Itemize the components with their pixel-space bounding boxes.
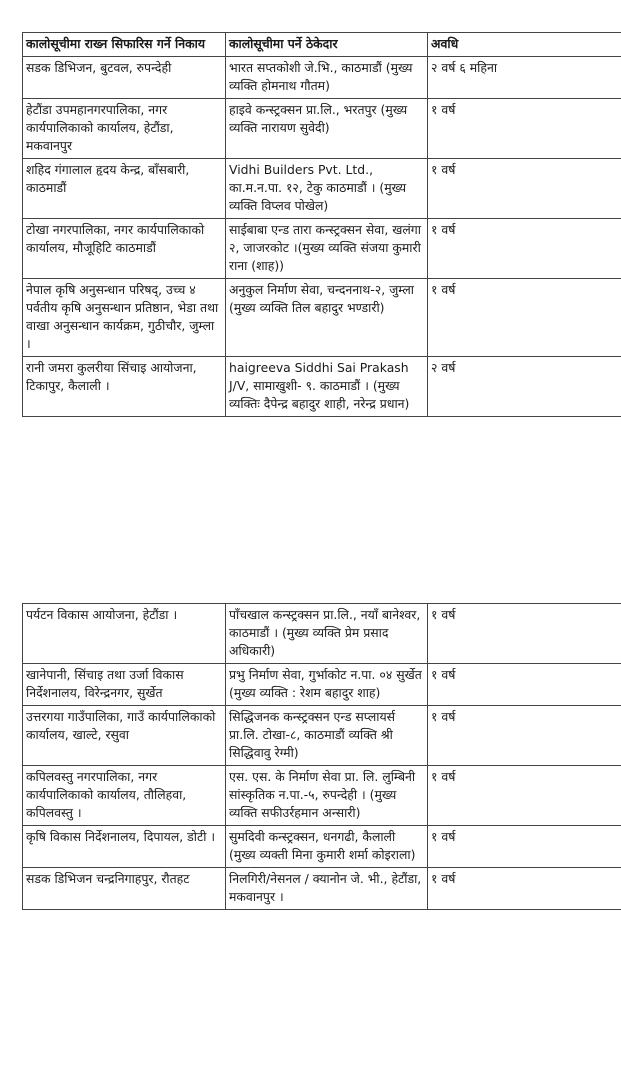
contractor-cell: सिद्धिजनक कन्स्ट्रक्सन एन्ड सप्लायर्स प्रा.लि. टोखा-८, काठमाडौं व्यक्ति श्री सिद्धिवावु रेग्मी) [226,706,428,766]
table-row [23,706,621,766]
table-row [23,766,621,826]
blacklist-table-1 [22,32,621,417]
duration-cell: २ वर्ष [428,357,621,417]
duration-cell: १ वर्ष [428,99,621,159]
contractor-cell: पाँचखाल कन्स्ट्रक्सन प्रा.लि., नयाँ बानेश्वर, काठमाडौं । (मुख्य व्यक्ति प्रेम प्रसाद अधिकारी) [226,604,428,664]
contractor-cell: प्रभु निर्माण सेवा, गुर्भाकोट न.पा. ०४ सुर्खेत (मुख्य व्यक्ति : रेशम बहादुर शाह) [226,664,428,706]
duration-cell: २ वर्ष ६ महिना [428,57,621,99]
agency-cell: उत्तरगया गाउँपालिका, गाउँ कार्यपालिकाको कार्यालय, खाल्टे, रसुवा [23,706,226,766]
duration-cell: १ वर्ष [428,159,621,219]
contractor-cell: साईबाबा एन्ड तारा कन्स्ट्रक्सन सेवा, खलंगा २, जाजरकोट ।(मुख्य व्यक्ति संजया कुमारी राना (शाह)) [226,219,428,279]
duration-cell: १ वर्ष [428,766,621,826]
table-row [23,664,621,706]
duration-cell: १ वर्ष [428,826,621,868]
contractor-cell: एस. एस. के निर्माण सेवा प्रा. लि. लुम्बिनी सांस्कृतिक न.पा.-५, रुपन्देही । (मुख्य व्यक्ति सफीउर्रहमान अन्सारी) [226,766,428,826]
header-row [23,33,621,57]
duration-cell: १ वर्ष [428,664,621,706]
agency-cell: सडक डिभिजन, बुटवल, रुपन्देही [23,57,226,99]
table-row [23,826,621,868]
agency-cell: कपिलवस्तु नगरपालिका, नगर कार्यपालिकाको कार्यालय, तौलिहवा, कपिलवस्तु । [23,766,226,826]
contractor-cell: हाइवे कन्स्ट्रक्सन प्रा.लि., भरतपुर (मुख्य व्यक्ति नारायण सुवेदी) [226,99,428,159]
duration-cell: १ वर्ष [428,706,621,766]
contractor-cell: Vidhi Builders Pvt. Ltd., का.म.न.पा. १२, टेकु काठमाडौं । (मुख्य व्यक्ति विप्लव पोखेल) [226,159,428,219]
header-contractor: कालोसूचीमा पर्ने ठेकेदार [226,33,428,57]
table-row [23,57,621,99]
header-agency: कालोसूचीमा राख्न सिफारिस गर्ने निकाय [23,33,226,57]
agency-cell: हेटौंडा उपमहानगरपालिका, नगर कार्यपालिकाको कार्यालय, हेटौंडा, मकवानपुर [23,99,226,159]
table-row [23,99,621,159]
agency-cell: कृषि विकास निर्देशनालय, दिपायल, डोटी । [23,826,226,868]
duration-cell: १ वर्ष [428,279,621,357]
agency-cell: नेपाल कृषि अनुसन्धान परिषद्, उच्च ४ पर्वतीय कृषि अनुसन्धान प्रतिष्ठान, भेडा तथा वाखा अनुसन्धान कार्यक्रम, गुठीचौर, जुम्ला । [23,279,226,357]
contractor-cell: haigreeva Siddhi Sai Prakash J/V, सामाखुशी- ९. काठमाडौं । (मुख्य व्यक्तिः दैपेन्द्र बहादुर शाही, नरेन्द्र प्रधान) [226,357,428,417]
agency-cell: सडक डिभिजन चन्द्रनिगाहपुर, रौतहट [23,868,226,910]
contractor-cell: अनुकुल निर्माण सेवा, चन्दननाथ-२, जुम्ला (मुख्य व्यक्ति तिल बहादुर भण्डारी) [226,279,428,357]
header-duration: अवधि [428,33,621,57]
agency-cell: पर्यटन विकास आयोजना, हेटौंडा । [23,604,226,664]
contractor-cell: सुमदिवी कन्स्ट्रक्सन, धनगढी, कैलाली (मुख्य व्यक्ती मिना कुमारी शर्मा कोइराला) [226,826,428,868]
agency-cell: रानी जमरा कुलरीया सिंचाइ आयोजना, टिकापुर, कैलाली । [23,357,226,417]
agency-cell: शहिद गंगालाल हृदय केन्द्र, बाँसबारी, काठमाडौं [23,159,226,219]
table-row [23,604,621,664]
duration-cell: १ वर्ष [428,604,621,664]
duration-cell: १ वर्ष [428,868,621,910]
agency-cell: टोखा नगरपालिका, नगर कार्यपालिकाको कार्यालय, मौजूहिटि काठमाडौं [23,219,226,279]
blacklist-table-2 [22,603,621,910]
table-row [23,357,621,417]
table-row [23,159,621,219]
table-row [23,219,621,279]
table-row [23,868,621,910]
contractor-cell: निलगिरी/नेसनल / क्यानोन जे. भी., हेटौंडा, मकवानपुर । [226,868,428,910]
table-row [23,279,621,357]
agency-cell: खानेपानी, सिंचाइ तथा उर्जा विकास निर्देशनालय, विरेन्द्रनगर, सुर्खेत [23,664,226,706]
duration-cell: १ वर्ष [428,219,621,279]
contractor-cell: भारत सप्तकोशी जे.भि., काठमाडौं (मुख्य व्यक्ति होमनाथ गौतम) [226,57,428,99]
